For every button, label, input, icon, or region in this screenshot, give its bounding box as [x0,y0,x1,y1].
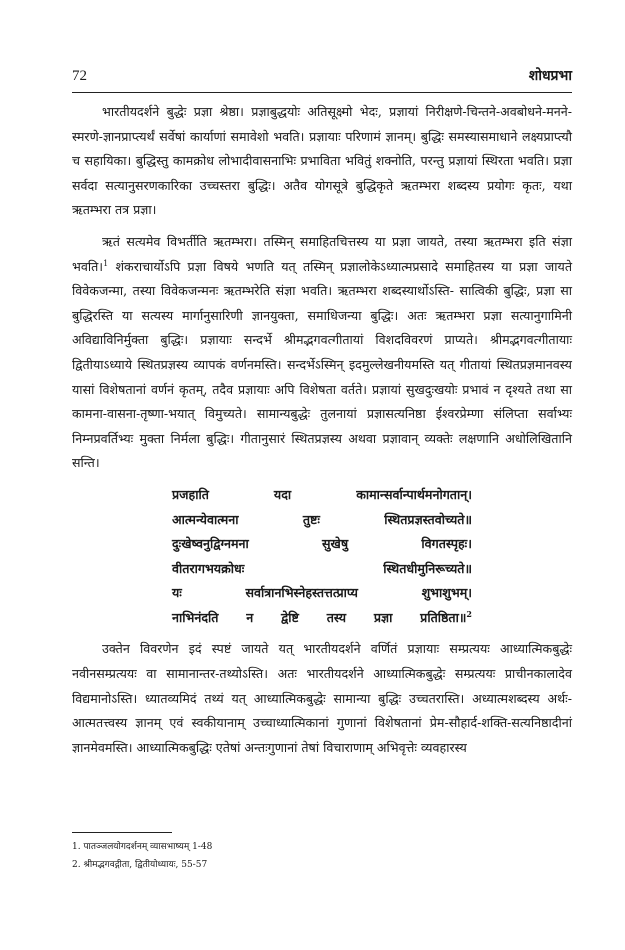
verse-line-6 [172,606,472,631]
footnote-divider [72,832,172,833]
verse-line-6-text: नाभिनंदति न द्वेष्टि तस्य प्रज्ञा प्रतिष्ठिता॥ [172,609,467,625]
verse-line-2: आत्मन्येवात्मना तुष्टः स्थितप्रज्ञस्तवोच्यते॥ [172,511,472,527]
main-text [72,100,572,767]
footnote-2: 2. श्रीमद्भगवद्गीता, द्वितीयोध्यायः, 55-57 [72,860,208,870]
page-number: 72 [72,68,87,84]
paragraph-2 [72,230,572,476]
verse-line-1: प्रजहाति यदा कामान्सर्वान्पार्थमनोगतान्। [172,486,472,502]
running-title: शोधप्रभा [528,68,572,84]
gita-verse [172,483,472,631]
paragraph-3: उक्तेन विवरणेन इदं स्पष्टं जायते यत् भारतीयदर्शने वर्णितं प्रज्ञायाः सम्प्रत्ययः आध्यात्मिकबुद्धेः नवीनसम्प्रत्ययः वा सामानान्तर-तथ्योऽस्ति। अतः भारतीयदर्शने आध्यात्मिकबुद्धेः सम्प्रत्ययः प्राचीनकालादेव विद्यमानोऽस्ति। ध्यातव्यमिदं तथ्यं यत् आध्यात्मिकबुद्धेः सामान्या बुद्धिः उच्चतरास्ति। अध्यात्मशब्दस्य अर्थः- आत्मतत्त्वस्य ज्ञानम् एवं स्वकीयानाम् उच्चाध्यात्मिकानां गुणानां विशेषतानां प्रेम-सौहार्द-शक्ति-सत्यनिष्ठादीनां ज्ञानमेवमस्ति। आध्यात्मिकबुद्धिः एतेषां अन्तःगुणानां तेषां विचाराणाम् अभिवृत्तेः व्यवहारस्य [72,641,572,755]
footnotes [72,838,572,874]
verse-line-4: वीतरागभयक्रोधः स्थितधीमुनिरूच्यते॥ [172,560,472,576]
paragraph-1: भारतीयदर्शने बुद्धेः प्रज्ञा श्रेष्ठा। प्रज्ञाबुद्धयोः अतिसूक्ष्मो भेदः, प्रज्ञायां निरीक्षणे-चिन्तने-अवबोधने-मनने-स्मरणे-ज्ञानप्राप्त्यर्थं सर्वेषां कार्याणां समावेशो भवति। प्रज्ञायाः परिणामं ज्ञानम्। बुद्धिः समस्यासमाधाने लक्ष्यप्राप्त्यौ च सहायिका। बुद्धिस्तु कामक्रोध लोभादीवासनाभिः प्रभाविता भवितुं शक्नोति, परन्तु प्रज्ञायां स्थिरता भवति। प्रज्ञा सर्वदा सत्यानुसरणकारिका उच्चस्तरा बुद्धिः। अतैव योगसूत्रे बुद्धिकृते ऋतम्भरा शब्दस्य प्रयोगः कृतः, यथा ऋतम्भरा तत्र प्रज्ञा। [72,104,572,218]
page-header [72,66,572,93]
footnote-ref-2: 2 [466,608,472,619]
verse-line-5: यः सर्वात्रानभिस्नेहस्तत्तत्प्राप्य शुभाशुभम्। [172,585,472,601]
paragraph-2-text-a: ऋतं सत्यमेव विभर्तीति ऋतम्भरा। तस्मिन् समाहितचित्तस्य या प्रज्ञा जायते, तस्या ऋतम्भरा इति संज्ञा भवति। [72,233,572,274]
paragraph-2-text-b: शंकराचार्योऽपि प्रज्ञा विषये भणति यत् तस्मिन् प्रज्ञालोकेऽध्यात्मप्रसादे समाहितस्य या प्रज्ञा जायते विवेकजन्मा, तस्या विवेकजन्मनः ऋतम्भरेति संज्ञा भवति। ऋतम्भरा शब्दस्यार्थोऽस्ति- सात्विकी बुद्धिः, प्रज्ञा सा बुद्धिरस्ति या सत्यस्य मार्गानुसारिणी ज्ञानयुक्ता, समाधिजन्या बुद्धिः। अतः ऋतम्भरा प्रज्ञा सत्यानुगामिनी अविद्याविनिर्मुक्ता बुद्धिः। प्रज्ञायाः सन्दर्भे श्रीमद्भगवत्गीतायां विशदविवरणं प्राप्यते। श्रीमद्भगवत्गीतायाः द्वितीयाऽध्याये स्थितप्रज्ञस्य व्यापकं वर्णनमस्ति। सन्दर्भेऽस्मिन् इदमुल्लेखनीयमस्ति यत् गीतायां स्थितप्रज्ञमानवस्य यासां विशेषतानां वर्णनं कृतम्, तदैव प्रज्ञायाः अपि विशेषता वर्तते। प्रज्ञायां सुखदुःखयोः प्रभावं न दृश्यते तथा सा कामना-वासना-तृष्णा-भयात् विमुच्यते। सामान्यबुद्धेः तुलनायां प्रज्ञासत्यनिष्ठा ईश्वरप्रेम्णा संलिप्ता सर्वाभ्यः निम्नप्रवर्तिभ्यः मुक्ता निर्मला बुद्धिः। गीतानुसारं स्थितप्रज्ञस्य अथवा प्रज्ञावान् व्यक्तेः लक्षणानि अधोलिखितानि सन्ति। [72,258,572,471]
verse-line-3: दुःखेष्वनुद्विग्नमना सुखेषु विगतस्पृहः। [172,536,472,552]
footnote-ref-1: 1 [103,258,109,268]
footnote-1: 1. पातञ्जलयोगदर्शनम् व्यासभाष्यम् 1-48 [72,842,213,852]
